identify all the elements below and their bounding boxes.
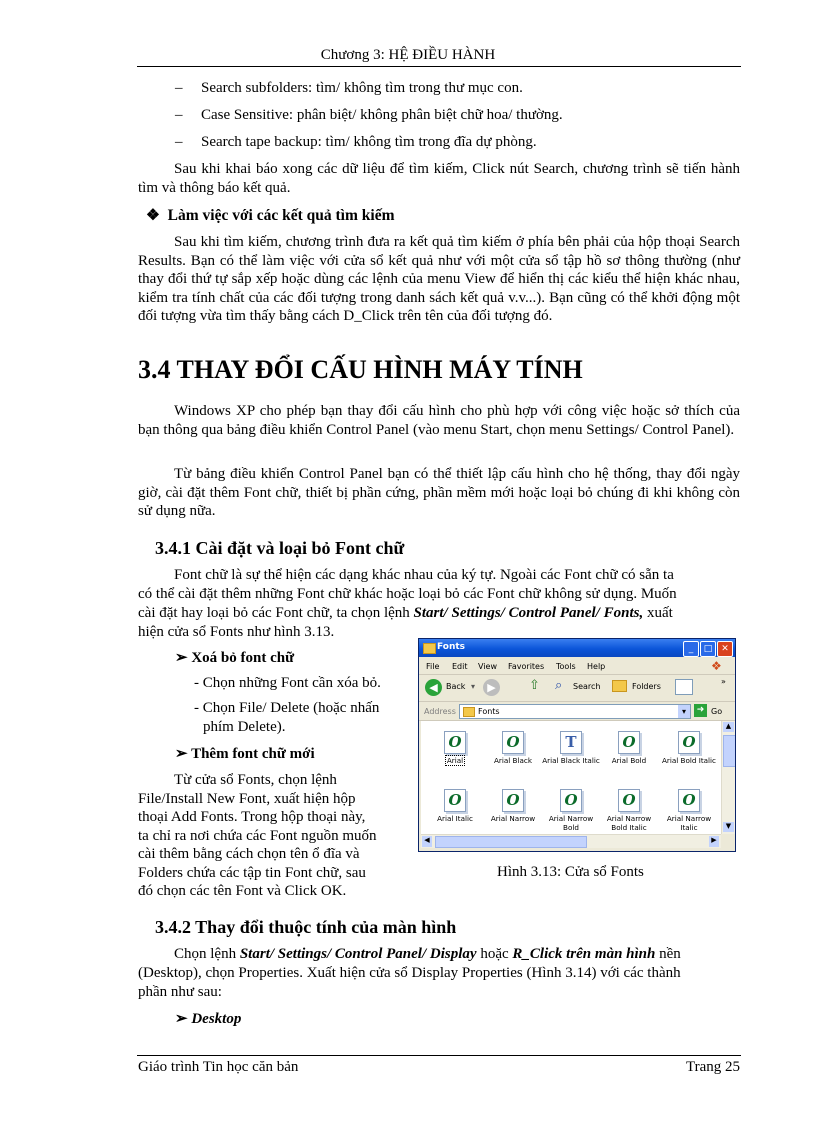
font-name: Arial Narrow Bold Italic <box>606 814 652 832</box>
go-arrow-icon[interactable]: ➜ <box>694 704 707 717</box>
close-icon[interactable]: ✕ <box>717 641 733 657</box>
paragraph: Sau khi khai báo xong các dữ liệu để tìm kiếm, Click nút Search, chương trình sẽ tiến hành tìm và thông báo kết quả. <box>138 161 740 196</box>
font-name: Arial Bold <box>611 756 647 765</box>
bullet-item: – Case Sensitive: phân biệt/ không phân biệt chữ hoa/ thường. <box>175 107 563 123</box>
file-list <box>421 721 721 834</box>
font-item[interactable] <box>425 789 485 824</box>
font-name: Arial Bold Italic <box>661 756 716 765</box>
go-button[interactable]: Go <box>711 707 723 716</box>
text-line: thoại Add Fonts. Trong hộp thoại này, <box>138 809 366 825</box>
list-item: - Chọn File/ Delete (hoặc nhấn <box>194 700 380 716</box>
paragraph: Windows XP cho phép bạn thay đổi cấu hình cho phù hợp với công việc hoặc sở thích của bạn thông qua bảng điều khiển Control Panel (vào menu Start, chọn menu Settings/ Control Panel). <box>138 403 740 438</box>
forward-arrow-icon[interactable]: ▶ <box>483 679 500 696</box>
search-button[interactable]: Search <box>573 682 601 691</box>
text-line: ta chỉ ra nơi chứa các Font nguồn muốn <box>138 828 377 844</box>
bullet-heading: ➢ Xoá bỏ font chữ <box>175 650 295 666</box>
folders-button[interactable]: Folders <box>632 682 661 691</box>
back-arrow-icon[interactable]: ◀ <box>425 679 442 696</box>
scroll-down-icon[interactable]: ▼ <box>723 822 734 832</box>
font-item[interactable] <box>599 789 659 832</box>
subsection-heading: ❖ Làm việc với các kết quả tìm kiếm <box>146 207 395 224</box>
section-heading: 3.4 THAY ĐỔI CẤU HÌNH MÁY TÍNH <box>138 355 583 384</box>
title-bar[interactable] <box>419 639 735 657</box>
text-line: File/Install New Font, xuất hiện hộp <box>138 791 356 807</box>
scroll-left-icon[interactable]: ◀ <box>422 836 432 847</box>
text-line: (Desktop), chọn Properties. Xuất hiện cửa sổ Display Properties (Hình 3.14) với các thành <box>138 965 681 981</box>
text-line: hiện cửa sổ Fonts như hình 3.13. <box>138 624 335 640</box>
address-value: Fonts <box>478 707 500 716</box>
scroll-up-icon[interactable]: ▲ <box>723 722 734 732</box>
menu-edit[interactable]: Edit <box>452 662 468 671</box>
list-item: phím Delete). <box>203 719 286 735</box>
font-item[interactable] <box>659 789 719 832</box>
horizontal-scrollbar[interactable] <box>421 834 721 848</box>
font-file-icon: O <box>444 731 466 754</box>
chevron-down-icon[interactable]: ▾ <box>678 705 690 718</box>
truetype-icon: T <box>560 731 582 754</box>
font-name: Arial Black <box>493 756 532 765</box>
address-input[interactable] <box>459 704 691 719</box>
page-header: Chương 3: HỆ ĐIỀU HÀNH <box>320 47 496 63</box>
font-name: Arial Narrow Italic <box>666 814 712 832</box>
subsection-title: 3.4.2 Thay đổi thuộc tính của màn hình <box>155 917 457 937</box>
font-name: Arial <box>446 756 464 765</box>
font-file-icon: O <box>444 789 466 812</box>
fonts-window <box>418 638 736 852</box>
menu-favorites[interactable]: Favorites <box>508 662 545 671</box>
up-folder-icon[interactable]: ⇧ <box>529 678 540 693</box>
text-line: Font chữ là sự thể hiện các dạng khác nhau của ký tự. Ngoài các Font chữ có sẵn ta <box>174 567 674 583</box>
font-item[interactable] <box>425 731 485 766</box>
font-file-icon: O <box>560 789 582 812</box>
paragraph: Từ bảng điều khiển Control Panel bạn có thể thiết lập cấu hình cho hệ thống, thay đổi ngày giờ, cài đặt thêm Font chữ, thiết bị phần cứng, phần mềm mới hoặc loại bỏ chúng đi khi không còn sử dụng nữa. <box>138 466 740 520</box>
chevron-icon[interactable]: » <box>721 677 726 686</box>
footer-rule <box>137 1055 741 1056</box>
back-button[interactable]: Back <box>446 682 466 691</box>
menu-tools[interactable]: Tools <box>556 662 576 671</box>
text-line: Từ cửa sổ Fonts, chọn lệnh <box>174 772 337 788</box>
text-line: đó chọn các tên Font và Click OK. <box>138 883 347 899</box>
font-item[interactable] <box>483 731 543 766</box>
font-item[interactable] <box>659 731 719 766</box>
menu-bar <box>419 658 735 675</box>
bullet-heading: ➢ Desktop <box>175 1011 242 1027</box>
back-dropdown-icon[interactable]: ▾ <box>471 682 476 691</box>
font-item[interactable] <box>483 789 543 824</box>
text-line: cài đặt hay loại bỏ các Font chữ, ta chọn lệnh Start/ Settings/ Control Panel/ Fonts, xuất <box>138 605 673 621</box>
font-item[interactable] <box>599 731 659 766</box>
text-line: Folders chứa các tập tin Font chữ, sau <box>138 865 366 881</box>
menu-file[interactable]: File <box>426 662 440 671</box>
font-item[interactable] <box>541 789 601 832</box>
font-file-icon: O <box>502 731 524 754</box>
text-line: phần như sau: <box>138 984 222 1000</box>
address-bar <box>419 702 735 721</box>
menu-view[interactable]: View <box>478 662 497 671</box>
folder-icon <box>423 643 436 654</box>
font-file-icon: O <box>678 789 700 812</box>
font-name: Arial Narrow Bold <box>548 814 594 832</box>
font-name: Arial Narrow <box>490 814 536 823</box>
page-number: Trang 25 <box>685 1059 740 1075</box>
bullet-item: – Search subfolders: tìm/ không tìm trong thư mục con. <box>175 80 523 96</box>
bullet-heading: ➢ Thêm font chữ mới <box>175 746 315 762</box>
search-icon[interactable]: ⌕ <box>555 678 563 693</box>
folder-icon <box>463 707 475 717</box>
font-item[interactable] <box>541 731 601 766</box>
font-name: Arial Black Italic <box>542 756 600 765</box>
header-rule <box>137 66 741 67</box>
text-line: cài thêm bằng cách chọn tên ổ đĩa và <box>138 846 360 862</box>
minimize-icon[interactable]: _ <box>683 641 699 657</box>
bullet-item: – Search tape backup: tìm/ không tìm trong đĩa dự phòng. <box>175 134 537 150</box>
scroll-thumb[interactable] <box>723 735 736 767</box>
text-line: có thể cài đặt thêm những Font chữ khác hoặc loại bỏ các Font chữ không sử dụng. Muốn <box>138 586 677 602</box>
vertical-scrollbar[interactable] <box>721 721 735 834</box>
figure-caption: Hình 3.13: Cửa sổ Fonts <box>497 864 644 880</box>
scroll-thumb[interactable] <box>435 836 587 848</box>
menu-help[interactable]: Help <box>587 662 606 671</box>
font-file-icon: O <box>502 789 524 812</box>
font-file-icon: O <box>678 731 700 754</box>
font-file-icon: O <box>618 789 640 812</box>
text-line: Chọn lệnh Start/ Settings/ Control Panel/ Display hoặc R_Click trên màn hình nền <box>174 946 681 962</box>
footer-left: Giáo trình Tin học căn bản <box>138 1059 299 1075</box>
subsection-title: 3.4.1 Cài đặt và loại bỏ Font chữ <box>155 538 405 558</box>
font-file-icon: O <box>618 731 640 754</box>
folders-icon[interactable] <box>612 680 627 692</box>
views-icon[interactable] <box>675 679 693 695</box>
scroll-right-icon[interactable]: ▶ <box>709 836 719 847</box>
address-label: Address <box>424 707 456 716</box>
window-title: Fonts <box>437 642 466 652</box>
maximize-icon[interactable]: □ <box>700 641 716 657</box>
windows-logo-icon: ❖ <box>711 659 722 673</box>
toolbar <box>419 675 735 702</box>
font-name: Arial Italic <box>437 814 473 823</box>
list-item: - Chọn những Font cần xóa bỏ. <box>194 675 381 691</box>
paragraph: Sau khi tìm kiếm, chương trình đưa ra kết quả tìm kiếm ở phía bên phải của hộp thoại Search Results. Bạn có thể làm việc với cửa sổ kết quả như với một cửa sổ tập hồ sơ thông thường (như thay đổi thứ tự sắp xếp hoặc dùng các lệnh của menu View để hiển thị các kiểu thể hiện khác nhau, kiểm tra tính chất của các đối tượng trong danh sách kết quả v.v...). Bạn cũng có thể khởi động một đối tượng vừa tìm thấy bằng cách D_Click trên tên của đối tượng đó. <box>138 234 740 325</box>
